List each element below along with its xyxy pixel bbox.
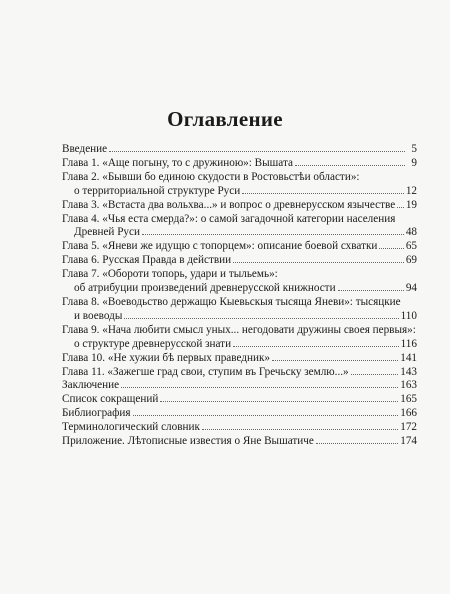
toc-entry-title: Глава 7. «Обороти топорь, удари и тыльемь»:: [62, 268, 278, 281]
toc-entry-line: [62, 338, 417, 352]
toc-entry-title: Глава 10. «Не хужии бѣ первых праведник»: [62, 351, 270, 364]
toc-entry-line: [62, 379, 417, 393]
toc-page-number: 172: [400, 421, 417, 434]
toc-page-number: 48: [405, 226, 417, 239]
toc-entry-line: [62, 254, 417, 268]
dot-leader: [124, 318, 398, 319]
toc-entry-line: [62, 296, 417, 310]
toc-entry-title: Глава 8. «Воеводьство держащю Кыевьскыя тысяща Яневи»: тысяцкие: [62, 295, 401, 308]
toc-page-number: 110: [400, 309, 417, 322]
dot-leader: [142, 234, 404, 235]
toc-page-number: 69: [405, 254, 417, 267]
dot-leader: [351, 374, 399, 375]
toc-page-number: 116: [400, 337, 417, 350]
toc-entry-title: Приложение. Лѣтописные известия о Яне Вышатиче: [62, 435, 314, 448]
toc-page-number: 19: [405, 198, 417, 211]
toc-entry-title: Глава 6. Русская Правда в действии: [62, 254, 232, 267]
toc-entry-line: [62, 324, 417, 338]
toc-page-number: 65: [405, 240, 417, 253]
toc-page-number: 94: [405, 282, 417, 295]
toc-entry-line: [62, 268, 417, 282]
toc-entry-line: [62, 435, 417, 449]
dot-leader: [233, 346, 399, 347]
toc-entry-line: [62, 226, 417, 240]
dot-leader: [121, 387, 398, 388]
toc-page-number: 9: [411, 156, 417, 169]
toc-entry-line: [62, 143, 417, 157]
toc-entry-line: [62, 393, 417, 407]
toc-entry-line: [62, 157, 417, 171]
toc-entry-line: [62, 282, 417, 296]
toc-entry-line: [62, 352, 417, 366]
toc-entry-title: Список сокращений: [62, 393, 159, 406]
toc-entry-title: Глава 11. «Зажегше град свои, ступим въ Гречьску землю...»: [62, 365, 349, 378]
toc-entry-title: о структуре древнерусской знати: [74, 337, 232, 350]
dot-leader: [397, 207, 404, 208]
toc-entry-title: Глава 9. «Нача любити смысл уных... негодовати дружины своея первыя»:: [62, 323, 416, 336]
toc-entry-title: Глава 2. «Бывши бо единою скудости в Ростовьстѣи области»:: [62, 170, 360, 183]
toc-entry-line: [62, 310, 417, 324]
toc-entry-line: [62, 366, 417, 380]
page-title: Оглавление: [167, 107, 283, 131]
toc-entry-title: о территориальной структуре Руси: [74, 184, 241, 197]
toc-entry-title: об атрибуции произведений древнерусской книжности: [74, 282, 336, 295]
toc-entry-title: Терминологический словник: [62, 421, 200, 434]
dot-leader: [272, 360, 398, 361]
toc-entry-line: [62, 421, 417, 435]
dot-leader: [133, 415, 399, 416]
toc-entry-line: [62, 199, 417, 213]
dot-leader: [109, 151, 405, 152]
dot-leader: [242, 193, 404, 194]
toc-page-number: 141: [400, 351, 417, 364]
toc-entry-title: Глава 4. «Чья еста смерда?»: о самой загадочной категории населения: [62, 212, 396, 225]
toc-entry-title: Заключение: [62, 379, 120, 392]
toc-entry-title: Глава 5. «Яневи же идущю с топорцем»: описание боевой схватки: [62, 240, 378, 253]
toc-page-number: 174: [400, 435, 417, 448]
dot-leader: [233, 262, 404, 263]
toc-page-number: 5: [411, 143, 417, 155]
toc-entry-line: [62, 185, 417, 199]
toc-entry-line: [62, 171, 417, 185]
table-of-contents: [62, 143, 417, 449]
dot-leader: [160, 401, 398, 402]
toc-entry-title: Глава 1. «Аще погыну, то с дружиною»: Вышата: [62, 156, 293, 169]
toc-entry-title: Древней Руси: [74, 226, 140, 239]
toc-page-number: 166: [400, 407, 417, 420]
toc-entry-title: Введение: [62, 143, 108, 155]
toc-entry-title: Библиография: [62, 407, 131, 420]
toc-page-number: 12: [405, 184, 417, 197]
dot-leader: [295, 165, 405, 166]
toc-page-number: 165: [400, 393, 417, 406]
dot-leader: [379, 248, 403, 249]
dot-leader: [316, 443, 398, 444]
toc-entry-title: Глава 3. «Встаста два вольхва...» и вопрос о древнерусском язычестве: [62, 198, 396, 211]
toc-entry-line: [62, 240, 417, 254]
toc-entry-title: и воеводы: [74, 309, 123, 322]
toc-page-number: 143: [400, 365, 417, 378]
dot-leader: [338, 290, 404, 291]
toc-entry-line: [62, 213, 417, 227]
toc-page-number: 163: [400, 379, 417, 392]
dot-leader: [202, 429, 398, 430]
toc-entry-line: [62, 407, 417, 421]
